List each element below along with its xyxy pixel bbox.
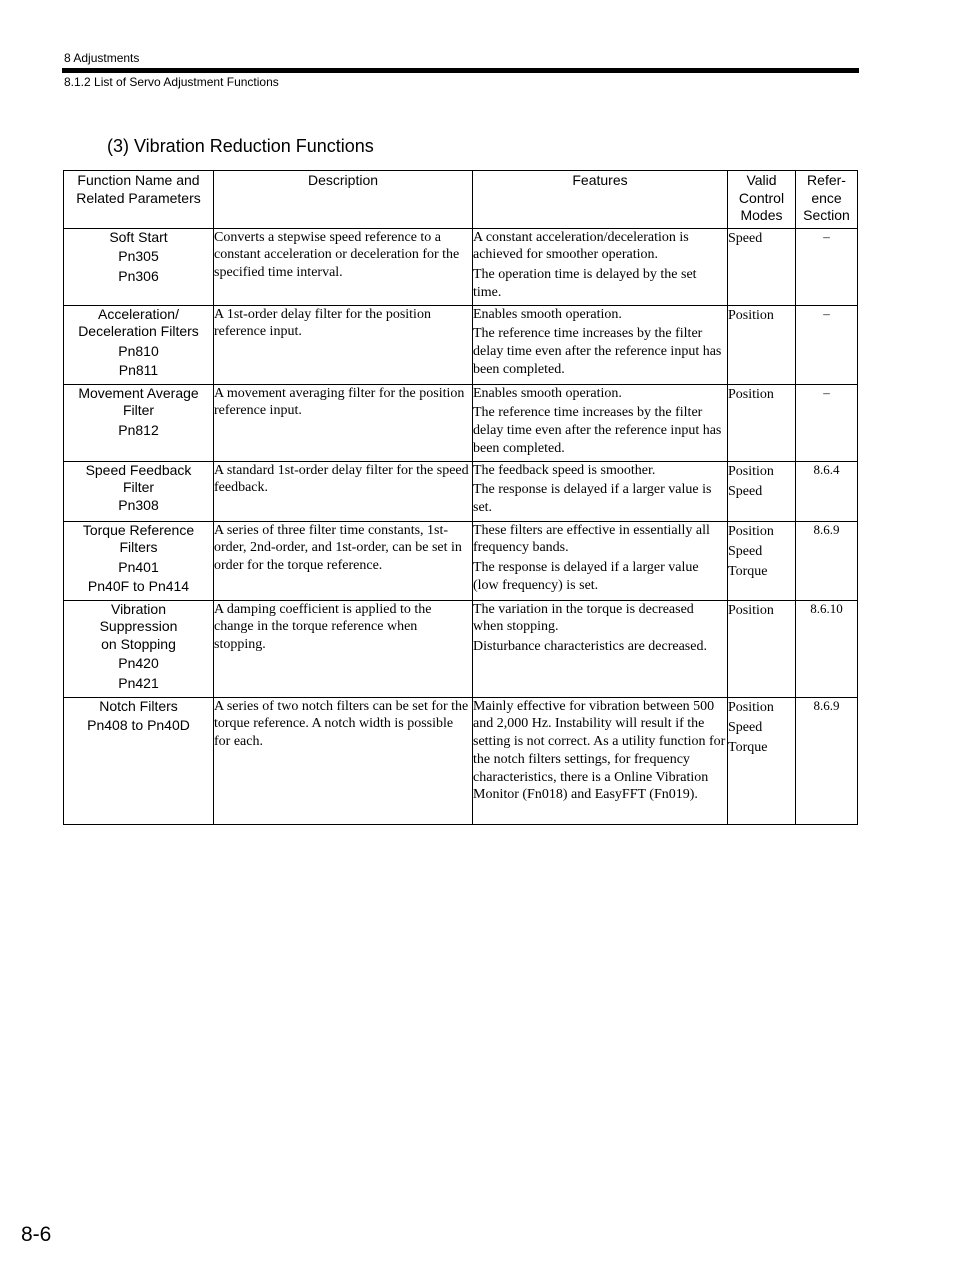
- description-cell: A series of two notch filters can be set for the torque reference. A notch width is possible for each.: [214, 697, 473, 824]
- vibration-reduction-table: [63, 170, 858, 825]
- modes-cell: Position: [728, 305, 796, 384]
- modes-cell: Position Speed Torque: [728, 521, 796, 600]
- page-heading: (3) Vibration Reduction Functions: [107, 136, 374, 156]
- modes-cell: Position Speed: [728, 461, 796, 521]
- table-row: [64, 305, 858, 384]
- features-cell: The feedback speed is smoother. The response is delayed if a larger value is set.: [473, 461, 728, 521]
- header-rule: [62, 68, 859, 73]
- table-row: [64, 697, 858, 824]
- col-header-function: Function Name and Related Parameters: [64, 171, 214, 229]
- col-header-reference: Refer- ence Section: [796, 171, 858, 229]
- features-cell: Enables smooth operation. The reference time increases by the filter delay time even after the reference input has been completed.: [473, 384, 728, 461]
- modes-cell: Position Speed Torque: [728, 697, 796, 824]
- table-row: [64, 384, 858, 461]
- reference-cell: 8.6.10: [796, 600, 858, 697]
- modes-cell: Position: [728, 384, 796, 461]
- modes-cell: Position: [728, 600, 796, 697]
- col-header-modes: Valid Control Modes: [728, 171, 796, 229]
- chapter-header: 8 Adjustments: [64, 51, 140, 65]
- col-header-features: Features: [473, 171, 728, 229]
- function-cell: Acceleration/ Deceleration Filters Pn810 Pn811: [64, 305, 214, 384]
- function-cell: Torque Reference Filters Pn401 Pn40F to Pn414: [64, 521, 214, 600]
- description-cell: A movement averaging filter for the position reference input.: [214, 384, 473, 461]
- modes-cell: Speed: [728, 228, 796, 305]
- function-cell: Speed Feedback Filter Pn308: [64, 461, 214, 521]
- function-cell: Notch Filters Pn408 to Pn40D: [64, 697, 214, 824]
- col-header-description: Description: [214, 171, 473, 229]
- page-number: 8-6: [21, 1223, 52, 1246]
- description-cell: A standard 1st-order delay filter for the speed feedback.: [214, 461, 473, 521]
- features-cell: Mainly effective for vibration between 500 and 2,000 Hz. Instability will result if the setting is not correct. As a utility function for the notch filters settings, for frequency characteristics, there is a Online Vibration Monitor (Fn018) and EasyFFT (Fn019).: [473, 697, 728, 824]
- features-cell: Enables smooth operation. The reference time increases by the filter delay time even after the reference input has been completed.: [473, 305, 728, 384]
- features-cell: The variation in the torque is decreased when stopping. Disturbance characteristics are decreased.: [473, 600, 728, 697]
- function-cell: Vibration Suppression on Stopping Pn420 Pn421: [64, 600, 214, 697]
- features-cell: These filters are effective in essentially all frequency bands. The response is delayed if a larger value (low frequency) is set.: [473, 521, 728, 600]
- reference-cell: –: [796, 384, 858, 461]
- description-cell: A series of three filter time constants, 1st-order, 2nd-order, and 1st-order, can be set in order for the torque reference.: [214, 521, 473, 600]
- reference-cell: 8.6.4: [796, 461, 858, 521]
- table-row: [64, 461, 858, 521]
- section-header: 8.1.2 List of Servo Adjustment Functions: [64, 75, 279, 89]
- reference-cell: 8.6.9: [796, 697, 858, 824]
- function-cell: Soft Start Pn305 Pn306: [64, 228, 214, 305]
- table-header-row: [64, 171, 858, 229]
- features-cell: A constant acceleration/deceleration is achieved for smoother operation. The operation time is delayed by the set time.: [473, 228, 728, 305]
- reference-cell: –: [796, 305, 858, 384]
- description-cell: A 1st-order delay filter for the position reference input.: [214, 305, 473, 384]
- description-cell: A damping coefficient is applied to the change in the torque reference when stopping.: [214, 600, 473, 697]
- table-row: [64, 600, 858, 697]
- reference-cell: 8.6.9: [796, 521, 858, 600]
- reference-cell: –: [796, 228, 858, 305]
- description-cell: Converts a stepwise speed reference to a constant acceleration or deceleration for the specified time interval.: [214, 228, 473, 305]
- table-row: [64, 521, 858, 600]
- function-cell: Movement Average Filter Pn812: [64, 384, 214, 461]
- table-row: [64, 228, 858, 305]
